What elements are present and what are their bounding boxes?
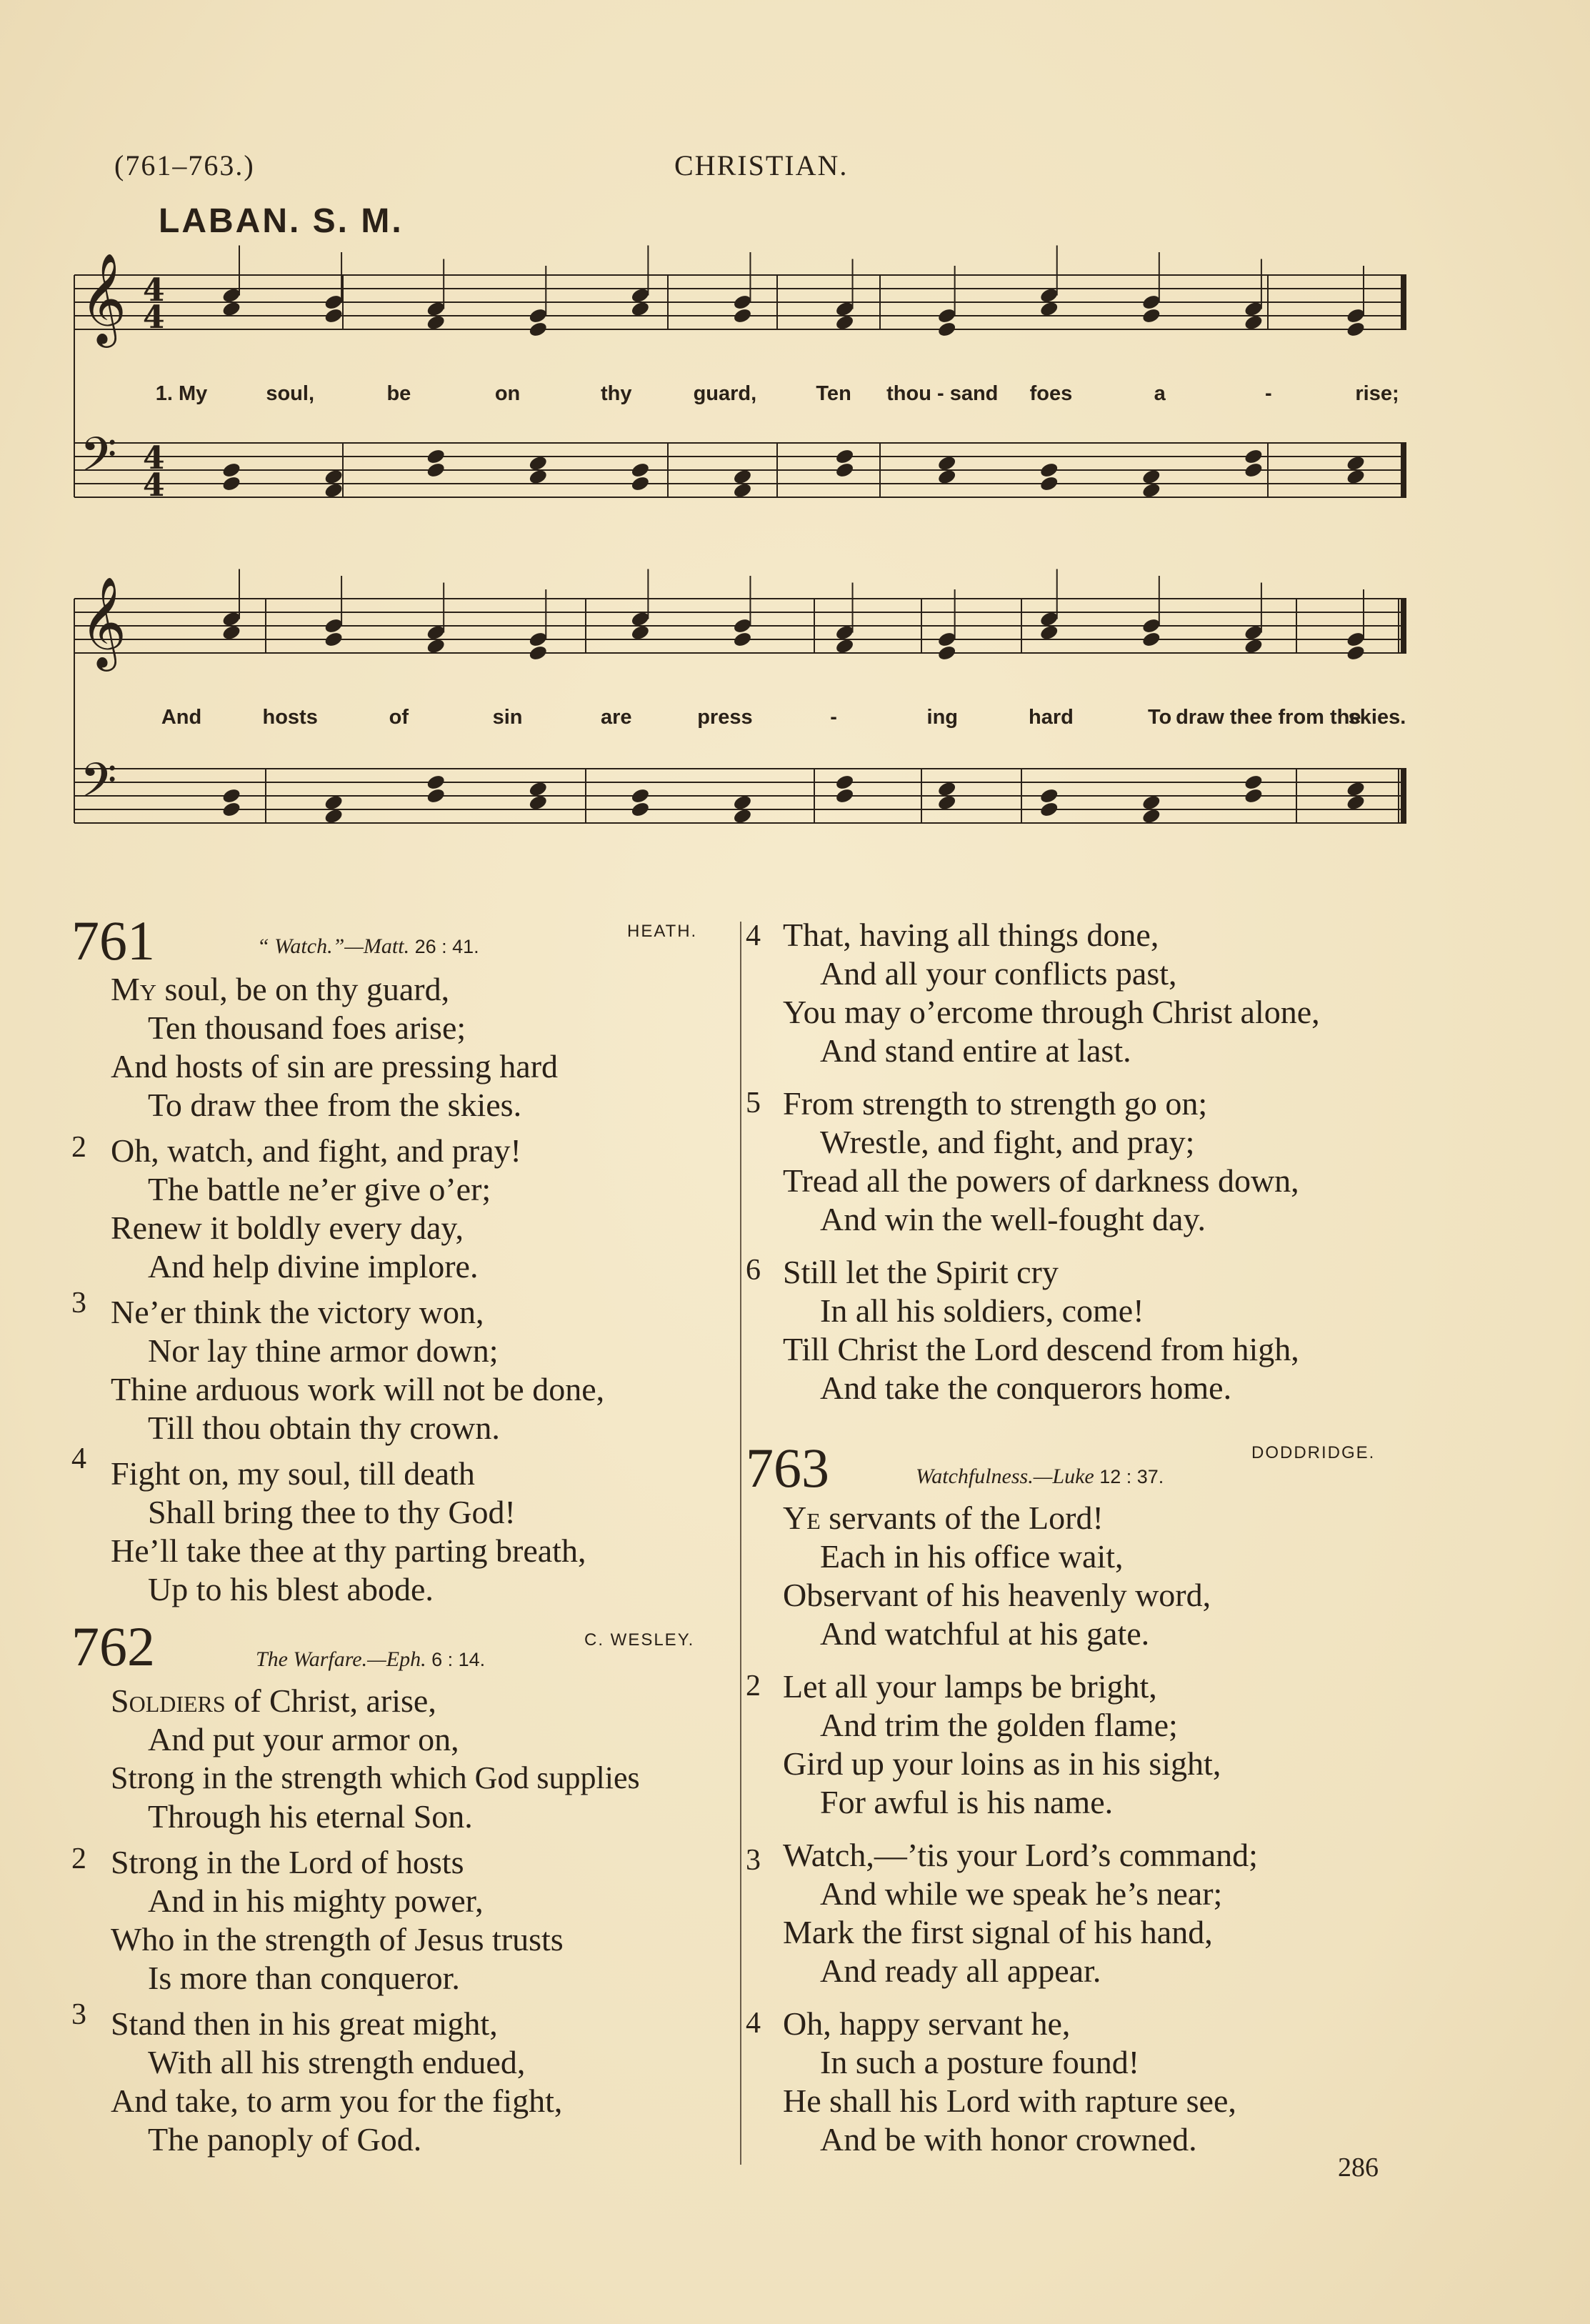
lyric-syllable: guard, (693, 382, 757, 405)
hymn-762-text-left: Soldiers of Christ, arise, And put your armor on, Strong in the strength which God supplies Through his eternal Son. Strong in the Lord of hosts And in his mighty power, Who in the strength of Jesus trusts Is more than conqueror. Stand then in his great might, With all his strength endued, And take, to arm you for the fight, The panoply of God. (111, 1682, 640, 2158)
note-head (426, 774, 446, 792)
lyric-syllable: foes (1029, 382, 1073, 405)
stanza-number: 3 (71, 1998, 86, 2031)
column-divider (740, 922, 741, 2165)
note-head (221, 801, 242, 819)
note-head (1346, 631, 1366, 649)
hymn-763-reference: Watchfulness.—Luke 12 : 37. (916, 1465, 1164, 1488)
hymn-763-author: DODDRIDGE. (1251, 1443, 1376, 1462)
lyric-syllable: soul, (266, 382, 315, 405)
bass-clef-icon: 𝄢 (80, 427, 117, 494)
lyric-syllable: - (830, 706, 837, 729)
final-barline (1401, 275, 1406, 329)
note-head (324, 294, 344, 311)
hymn-761-text: My soul, be on thy guard, Ten thousand foes arise; And hosts of sin are pressing hard To draw thee from the skies. Oh, watch, and fight, and pray! The battle ne’er give o’er; Renew it boldly every day, And help divine implore. Ne’er think the victory won, Nor lay thine armor down; Thine arduous work will not be done, Till thou obtain thy crown. Fight on, my soul, till death Shall bring thee to thy God! He’ll take thee at thy parting breath, Up to his blest abode. (111, 971, 605, 1607)
note-head (1141, 631, 1162, 649)
hymn-number-762: 762 (71, 1615, 155, 1677)
lyric-syllable: skies. (1348, 706, 1406, 729)
note-head (1141, 617, 1162, 635)
note-head (426, 448, 446, 466)
lyric-syllable: Ten (816, 382, 851, 405)
note-head (426, 787, 446, 805)
note-head (1141, 307, 1162, 325)
lyric-syllable: rise; (1355, 382, 1399, 405)
note-head (732, 617, 753, 635)
lyric-syllable: a (1154, 382, 1166, 405)
hymn-761-author: HEATH. (627, 922, 698, 941)
note-head (1244, 462, 1264, 479)
note-head (936, 631, 957, 649)
lyric-syllable: sin (492, 706, 523, 729)
tune-name: LABAN. S. M. (159, 202, 404, 240)
note-head (221, 787, 242, 805)
note-head (834, 462, 855, 479)
note-head (834, 448, 855, 466)
note-head (324, 631, 344, 649)
stanza-number: 3 (71, 1287, 86, 1320)
note-head (1039, 787, 1059, 805)
note-head (1244, 774, 1264, 792)
note-head (732, 307, 753, 325)
time-signature: 4 (143, 299, 165, 336)
stanza-number: 4 (746, 2007, 761, 2040)
note-head (528, 321, 549, 339)
time-signature: 4 (143, 272, 165, 309)
note-head (528, 631, 549, 649)
note-head (1039, 462, 1059, 479)
lyric-syllable: hosts (262, 706, 318, 729)
lyric-syllable: on (494, 382, 521, 405)
note-head (1346, 307, 1366, 325)
time-signature: 4 (143, 440, 165, 477)
treble-clef-icon: 𝄞 (80, 252, 127, 344)
stanza-number: 4 (71, 1442, 86, 1475)
note-head (426, 462, 446, 479)
page-number: 286 (1338, 2153, 1379, 2183)
stanza-number: 2 (71, 1842, 86, 1875)
hymn-762-author: C. WESLEY. (584, 1630, 695, 1650)
section-title: CHRISTIAN. (674, 149, 849, 181)
lyric-syllable: press (697, 706, 753, 729)
lyric-syllable: - (1264, 382, 1272, 405)
note-head (221, 462, 242, 479)
note-head (630, 801, 651, 819)
lyric-syllable: And (161, 706, 202, 729)
lyric-syllable: are (600, 706, 632, 729)
lyric-syllable: of (389, 706, 409, 729)
note-head (630, 475, 651, 493)
note-head (936, 307, 957, 325)
hymn-number-763: 763 (746, 1437, 829, 1499)
stanza-number: 2 (746, 1670, 761, 1702)
stanza-number: 6 (746, 1254, 761, 1287)
hymn-range: (761–763.) (114, 149, 255, 181)
note-head (936, 321, 957, 339)
treble-clef-icon: 𝄞 (80, 576, 127, 667)
note-head (1346, 321, 1366, 339)
lyric-syllable: To (1147, 706, 1172, 729)
stanza-number: 2 (71, 1131, 86, 1164)
hymn-763-text: Ye servants of the Lord! Each in his office wait, Observant of his heavenly word, And watchful at his gate. Let all your lamps be bright, And trim the golden flame; Gird up your loins as in his sight, For awful is his name. Watch,—’tis your Lord’s command; And while we speak he’s near; Mark the first signal of his hand, And ready all appear. Oh, happy servant he, In such a posture found! He shall his Lord with rapture see, And be with honor crowned. (783, 1500, 1258, 2158)
note-head (732, 294, 753, 311)
hymn-762-reference: The Warfare.—Eph. 6 : 14. (256, 1647, 486, 1671)
note-head (221, 475, 242, 493)
lyric-syllable: thy (600, 382, 632, 405)
note-head (834, 787, 855, 805)
final-barline (1401, 443, 1406, 497)
lyric-syllable: be (386, 382, 411, 405)
note-head (630, 462, 651, 479)
music-score (0, 0, 1590, 893)
time-signature: 4 (143, 467, 165, 504)
final-barline (1401, 599, 1406, 653)
note-head (324, 617, 344, 635)
bass-clef-icon: 𝄢 (80, 753, 117, 819)
stanza-number: 3 (746, 1844, 761, 1877)
stanza-number: 4 (746, 919, 761, 952)
note-head (1346, 644, 1366, 662)
stanza-number: 5 (746, 1087, 761, 1119)
final-barline (1401, 769, 1406, 823)
lyric-syllable: 1. My (155, 382, 208, 405)
lyric-syllable: thou - sand (886, 382, 999, 405)
note-head (1244, 787, 1264, 805)
note-head (1244, 448, 1264, 466)
note-head (732, 631, 753, 649)
hymn-762-text-right: That, having all things done, And all your conflicts past, You may o’ercome through Christ alone, And stand entire at last. From strength to strength go on; Wrestle, and fight, and pray; Tread all the powers of darkness down, And win the well-fought day. Still let the Spirit cry In all his soldiers, come! Till Christ the Lord descend from high, And take the conquerors home. (783, 917, 1320, 1406)
lyric-syllable: draw thee from the (1176, 706, 1361, 729)
lyric-syllable: ing (926, 706, 959, 729)
hymn-number-761: 761 (71, 909, 155, 972)
lyric-syllable: hard (1029, 706, 1074, 729)
note-head (528, 644, 549, 662)
hymn-761-reference: “ Watch.”—Matt. 26 : 41. (257, 934, 479, 958)
note-head (1039, 475, 1059, 493)
note-head (630, 787, 651, 805)
note-head (528, 307, 549, 325)
note-head (1141, 294, 1162, 311)
note-head (936, 644, 957, 662)
note-head (324, 307, 344, 325)
note-head (1039, 801, 1059, 819)
note-head (834, 774, 855, 792)
